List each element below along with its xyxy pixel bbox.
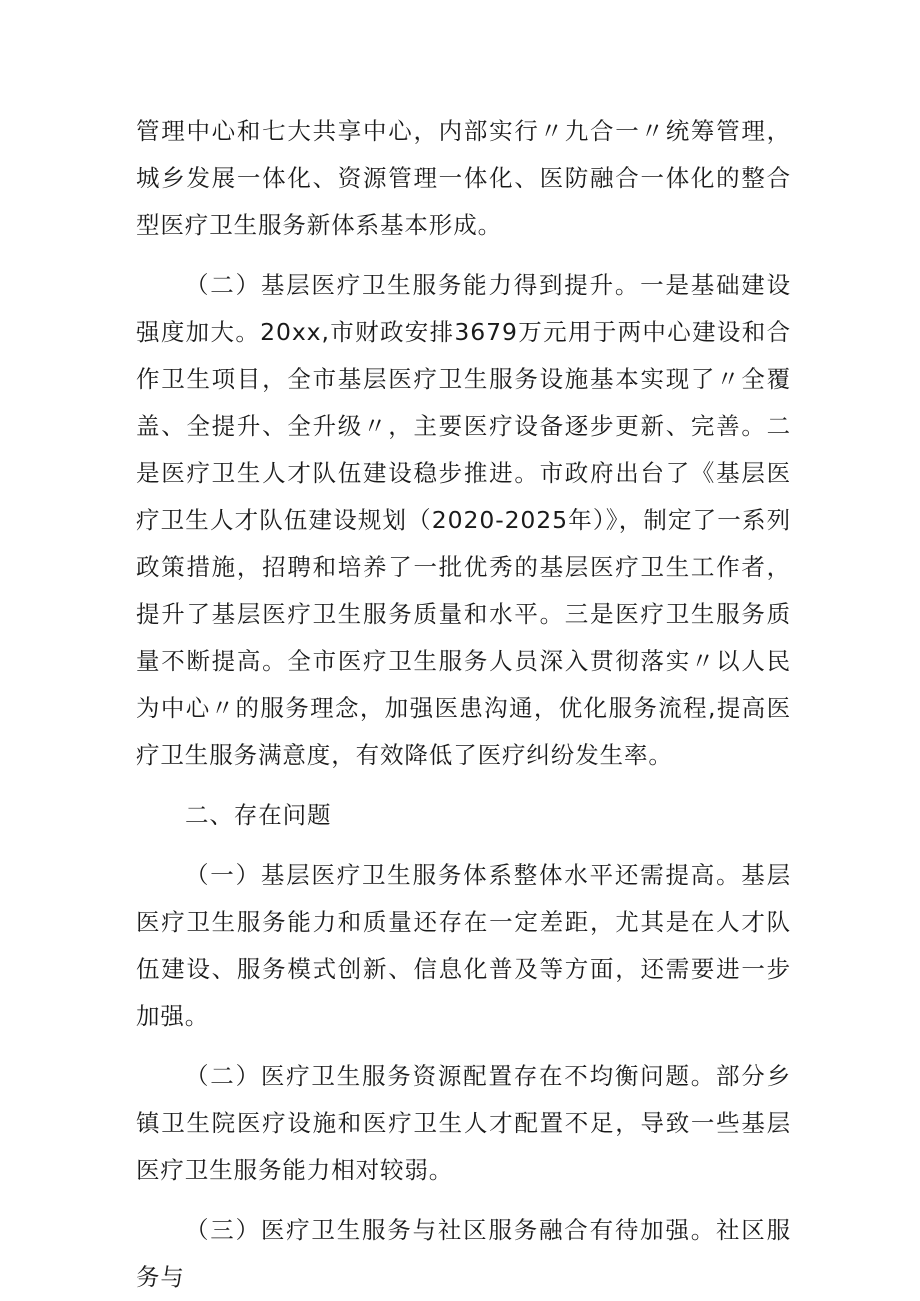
paragraph-intro-continuation: 管理中心和七大共享中心，内部实行〃九合一〃统筹管理，城乡发展一体化、资源管理一体化、医防融合一体化的整合型医疗卫生服务新体系基本形成。 <box>136 117 791 239</box>
paragraph-service-capacity-improved: （二）基层医疗卫生服务能力得到提升。一是基础建设强度加大。20xx,市财政安排3679万元用于两中心建设和合作卫生项目，全市基层医疗卫生服务设施基本实现了〃全覆盖、全提升、全升级〃，主要医疗设备逐步更新、完善。二是医疗卫生人才队伍建设稳步推进。市政府出台了《基层医疗卫生人才队伍建设规划（2020-2025年）》，制定了一系列政策措施，招聘和培养了一批优秀的基层医疗卫生工作者，提升了基层医疗卫生服务质量和水平。三是医疗卫生服务质量不断提高。全市医疗卫生服务人员深入贯彻落实〃以人民为中心〃的服务理念，加强医患沟通，优化服务流程,提高医疗卫生服务满意度，有效降低了医疗纠纷发生率。 <box>136 271 791 769</box>
paragraph-problem-overall-level: （一）基层医疗卫生服务体系整体水平还需提高。基层医疗卫生服务能力和质量还存在一定差距，尤其是在人才队伍建设、服务模式创新、信息化普及等方面，还需要进一步加强。 <box>136 861 791 1030</box>
section-heading-existing-problems: 二、存在问题 <box>185 801 332 829</box>
document-body <box>136 108 791 1301</box>
paragraph-problem-resource-imbalance: （二）医疗卫生服务资源配置存在不均衡问题。部分乡镇卫生院医疗设施和医疗卫生人才配置不足，导致一些基层医疗卫生服务能力相对较弱。 <box>136 1062 791 1184</box>
paragraph-problem-community-integration: （三）医疗卫生服务与社区服务融合有待加强。社区服务与 <box>136 1216 791 1291</box>
